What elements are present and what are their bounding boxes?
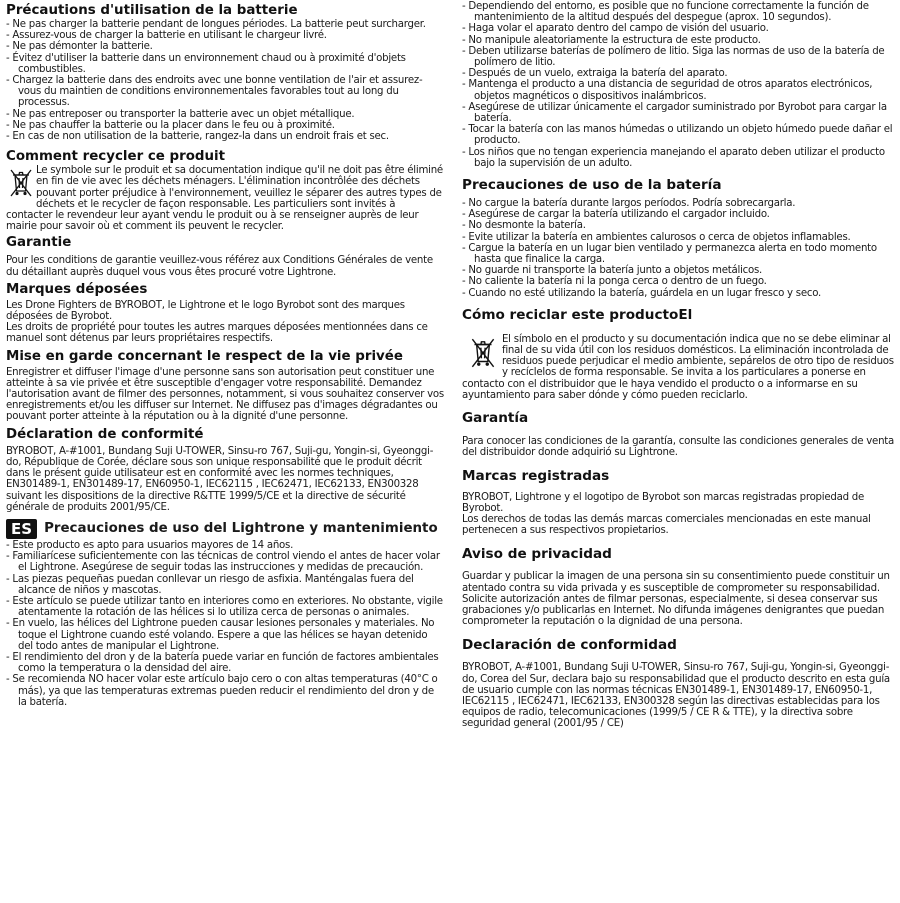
list-item: - Mantenga el producto a una distancia de seguridad de otros aparatos electrónicos, objetos magnéticos o dispositivos inalámbricos. (462, 79, 896, 101)
list-item: - Se recomienda NO hacer volar este artículo bajo cero o con altas temperaturas (40°C o más), ya que las temperaturas extremas pueden reducir el rendimiento del dron y de la batería. (6, 674, 444, 708)
list-item: - No manipule aleatoriamente la estructura de este producto. (462, 35, 896, 46)
es-conformity-section (462, 637, 896, 729)
list-item: - Assurez-vous de charger la batterie en utilisant le chargeur livré. (6, 30, 444, 41)
list-item: - Asegúrese de utilizar únicamente el cargador suministrado por Byrobot para cargar la batería. (462, 102, 896, 124)
list-item: - Las piezas pequeñas puedan conllevar un riesgo de asfixia. Manténgalas fuera del alcance de niños y mascotas. (6, 574, 444, 596)
fr-privacy-section (6, 348, 444, 423)
fr-warranty-text: Pour les conditions de garantie veuillez-vous référez aux Conditions Générales de vente du détaillant auprès duquel vous vous êtes procuré votre Lightrone. (6, 255, 433, 278)
fr-recycle-body (6, 165, 444, 232)
list-item: - Deben utilizarse baterías de polímero de litio. Siga las normas de uso de la batería de polímero de litio. (462, 46, 896, 68)
list-item: - Este producto es apto para usuarios mayores de 14 años. (6, 540, 444, 551)
list-item: - No cargue la batería durante largos períodos. Podría sobrecargarla. (462, 198, 896, 209)
fr-recycle-section (6, 148, 444, 232)
es-usage-section (6, 519, 444, 708)
list-item: - En cas de non utilisation de la batterie, rangez-la dans un endroit frais et sec. (6, 131, 444, 142)
list-item: - Después de un vuelo, extraiga la batería del aparato. (462, 68, 896, 79)
es-warranty-section (462, 410, 896, 458)
es-trademarks-title: Marcas registradas (462, 467, 610, 484)
list-item: - Ne pas charger la batterie pendant de longues périodes. La batterie peut surcharger. (6, 19, 444, 30)
list-item: - Cargue la batería en un lugar bien ventilado y permanezca alerta en todo momento hasta que finalice la carga. (462, 243, 896, 265)
list-item: - Dependiendo del entorno, es posible que no funcione correctamente la función de mantenimiento de la altitud después del despegue (aprox. 10 segundos). (462, 1, 896, 23)
es-usage-title: Precauciones de uso del Lightrone y mantenimiento (44, 521, 438, 537)
fr-recycle-text: Le symbole sur le produit et sa documentation indique qu'il ne doit pas être éliminé en fin de vie avec les déchets ménagers. L'élimination incontrôlée des déchets pouvant porter préjudice à l'environnement, veuillez le séparer des autres types de déchets et le recycler de façon responsable. Les particuliers sont invités à contacter le revendeur leur ayant vendu le produit ou à se renseigner auprès de leur mairie pour savoir où et comment ils peuvent le recycler. (6, 165, 443, 233)
list-item: - No desmonte la batería. (462, 220, 896, 231)
es-conformity-text: BYROBOT, A-#1001, Bundang Suji U-TOWER, Sinsu-ro 767, Suji-gu, Yongin-si, Gyeonggi-do, Corea del Sur, declara bajo su responsabilidad que el producto descrito en esta guía de usuario cumple con las normas técnicas EN301489-1, EN301489-17, EN60950-1, IEC62115 , IEC62471, IEC62133, EN300328 según las directivas establecidas para los equipos de radio, telecomunicaciones (1999/5 / CE R & TTE), y la directiva sobre seguridad general (2001/95 / CE) (462, 662, 890, 730)
fr-battery-section (6, 2, 444, 142)
es-privacy-title: Aviso de privacidad (462, 546, 612, 563)
es-warranty-title: Garantía (462, 410, 529, 427)
list-item: - Cuando no esté utilizando la batería, guárdela en un lugar fresco y seco. (462, 288, 896, 299)
es-conformity-title: Declaración de conformidad (462, 637, 677, 654)
es-recycle-text: El símbolo en el producto y su documentación indica que no se debe eliminar al final de su vida útil con los residuos domésticos. La eliminación incontrolada de residuos puede perjudicar el medio ambiente, sepárelos de otro tipo de residuos y recíclelos de forma responsable. Se invita a los particulares a ponerse en contacto con el distribuidor que le haya vendido el producto o a informarse en su ayuntamiento para saber dónde y cómo pueden reciclarlo. (462, 333, 894, 401)
es-privacy-text: Guardar y publicar la imagen de una persona sin su consentimiento puede constituir un atentado contra su vida privada y es susceptible de comprometer su responsabilidad. Solicite autorización antes de filmar personas, especialmente, si desea conservar sus grabaciones y/o publicarlas en Internet. No difunda imágenes denigrantes que puedan comprometer la reputación o la dignidad de una persona. (462, 571, 890, 628)
fr-conformity-section (6, 426, 444, 513)
list-item: - Ne pas entreposer ou transporter la batterie avec un objet métallique. (6, 109, 444, 120)
es-recycle-section (462, 307, 896, 401)
fr-trademarks-section (6, 281, 444, 345)
fr-privacy-title: Mise en garde concernant le respect de la vie privée (6, 348, 403, 364)
fr-privacy-text: Enregistrer et diffuser l'image d'une personne sans son autorisation peut constituer une atteinte à sa vie privée et être susceptible d'engager votre responsabilité. Demandez l'autorisation avant de filmer des personnes, notamment, si vous souhaitez conserver vos enregistrements et/ou les diffuser sur Internet. Ne diffusez pas d'images dégradantes ou pouvant porter atteinte à la réputation ou à la dignité d'une personne. (6, 366, 444, 423)
es-warranty-text: Para conocer las condiciones de la garantía, consulte las condiciones generales de venta del distribuidor donde adquirió su Lightrone. (462, 436, 895, 459)
es-battery-section (462, 177, 896, 299)
es-usage-header (6, 519, 444, 539)
es-recycle-title: Cómo reciclar este productoEl (462, 306, 693, 323)
es-battery-title: Precauciones de uso de la batería (462, 177, 722, 194)
fr-trademarks-title: Marques déposées (6, 281, 148, 297)
list-item: - Este artículo se puede utilizar tanto en interiores como en exteriores. No obstante, vigile atentamente la rotación de las hélices si lo utiliza cerca de personas o animales. (6, 596, 444, 618)
list-item: - Los niños que no tengan experiencia manejando el aparato deben utilizar el producto bajo la supervisión de un adulto. (462, 147, 896, 169)
fr-trademarks-text-2: Les droits de propriété pour toutes les autres marques déposées mentionnées dans ce manuel sont détenus par leurs propriétaires respectifs. (6, 322, 428, 345)
crossed-bin-icon (468, 336, 498, 370)
list-item: - Familiarícese suficientemente con las técnicas de control viendo el antes de hacer volar el Lightrone. Asegúrese de seguir todas las instrucciones y medidas de precaución. (6, 551, 444, 573)
fr-warranty-section (6, 234, 444, 277)
list-item: - Tocar la batería con las manos húmedas o utilizando un objeto húmedo puede dañar el producto. (462, 124, 896, 146)
list-item: - En vuelo, las hélices del Lightrone pueden causar lesiones personales y materiales. No toque el Lightrone cuando esté volando. Espere a que las hélices se hayan detenido del todo antes de manipular el Lightrone. (6, 618, 444, 652)
list-item: - Ne pas chauffer la batterie ou la placer dans le feu ou à proximité. (6, 120, 444, 131)
es-trademarks-text-2: Los derechos de todas las demás marcas comerciales mencionadas en este manual pertenecen a sus respectivos propietarios. (462, 513, 871, 537)
list-item: - No guarde ni transporte la batería junto a objetos metálicos. (462, 265, 896, 276)
es-trademarks-section (462, 468, 896, 537)
fr-trademarks-text-1: Les Drone Fighters de BYROBOT, le Lightrone et le logo Byrobot sont des marques déposées de Byrobot. (6, 299, 405, 323)
fr-recycle-title: Comment recycler ce produit (6, 149, 226, 165)
list-item: - El rendimiento del dron y de la batería puede variar en función de factores ambientales como la temperatura o la densidad del aire. (6, 652, 444, 674)
list-item: - Chargez la batterie dans des endroits avec une bonne ventilation de l'air et assurez-vous du maintien de conditions environnementales favorables tout au long du processus. (6, 75, 444, 109)
crossed-bin-icon (10, 167, 32, 199)
es-trademarks-text-1: BYROBOT, Lightrone y el logotipo de Byrobot son marcas registradas propiedad de Byrobot. (462, 491, 865, 514)
list-item: - No caliente la batería ni la ponga cerca o dentro de un fuego. (462, 276, 896, 287)
left-column (6, 0, 444, 708)
fr-battery-title: Précautions d'utilisation de la batterie (6, 3, 298, 18)
es-usage-list-right (462, 1, 896, 169)
list-item: - Évitez d'utiliser la batterie dans un environnement chaud ou à proximité d'objets combustibles. (6, 53, 444, 75)
es-usage-list-left (6, 540, 444, 708)
list-item: - Evite utilizar la batería en ambientes calurosos o cerca de objetos inflamables. (462, 232, 896, 243)
fr-battery-list (6, 19, 444, 142)
fr-conformity-text: BYROBOT, A-#1001, Bundang Suji U-TOWER, Sinsu-ro 767, Suji-gu, Yongin-si, Gyeonggi-do, République de Corée, déclare sous son unique responsabilité que le produit décrit dans le présent guide utilisateur est en conformité avec les normes techniques, EN301489-1, EN301489-17, EN60950-1, IEC62115 , IEC62471, IEC62133, EN300328 suivant les dispositions de la directive R&TTE 1999/5/CE et la directive de sécurité générale de produits 2001/95/CE. (6, 445, 434, 513)
list-item: - Asegúrese de cargar la batería utilizando el cargador incluido. (462, 209, 896, 220)
es-recycle-body (462, 334, 896, 401)
fr-warranty-title: Garantie (6, 235, 72, 251)
es-battery-list (462, 198, 896, 299)
list-item: - Haga volar el aparato dentro del campo de visión del usuario. (462, 23, 896, 34)
fr-conformity-title: Déclaration de conformité (6, 426, 204, 442)
list-item: - Ne pas démonter la batterie. (6, 41, 444, 52)
language-badge: ES (6, 519, 37, 539)
right-column (462, 0, 896, 730)
es-privacy-section (462, 546, 896, 627)
